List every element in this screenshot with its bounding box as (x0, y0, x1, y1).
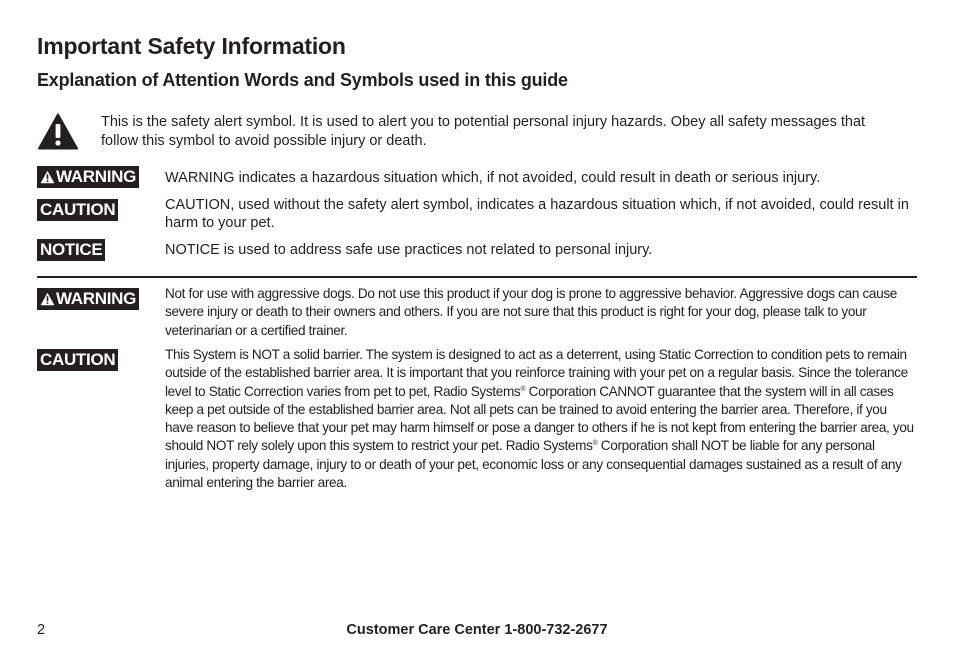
warning-label-text: WARNING (56, 167, 137, 186)
alert-triangle-icon (40, 292, 55, 306)
customer-care-footer: Customer Care Center 1-800-732-2677 (346, 622, 608, 638)
warning-definition: WARNING indicates a hazardous situation which, if not avoided, could result in death or serious injury. (165, 170, 821, 186)
caution-label (37, 349, 118, 371)
section-divider (37, 276, 917, 278)
notice-label-text: NOTICE (40, 240, 103, 259)
registered-mark: ® (592, 440, 598, 448)
safety-alert-triangle-icon (38, 113, 78, 150)
caution-message-part-2: Corporation CANNOT guarantee that the system will in all cases keep a pet outside of the established barrier area. Not all pets can be trained to avoid entering the barrier area. Therefore, if you have reason to believe that your pet may harm himself or pose a danger to others if he is not kept from entering the barrier area, you should NOT rely solely upon this system to restrict your pet. Radio Systems (165, 383, 914, 454)
caution-label-text: CAUTION (40, 350, 116, 369)
caution-definition: CAUTION, used without the safety alert symbol, indicates a hazardous situation which, if not avoided, could result in harm to your pet. (165, 197, 909, 231)
caution-label-text: CAUTION (40, 200, 116, 219)
caution-message-part-3: Corporation shall NOT be liable for any personal injuries, property damage, injury to or death of your pet, economic loss or any consequential damages sustained as a result of any animal entering the barrier area. (165, 438, 902, 491)
notice-label (37, 239, 105, 261)
alert-triangle-icon (40, 170, 55, 184)
registered-mark: ® (520, 385, 526, 393)
caution-message-part-1: This System is NOT a solid barrier. The system is designed to act as a deterrent, using Static Correction to condition pets to remain outside of the established barrier area. It is important that you reinforce training with your pet on a regular basis. Since the tolerance level to Static Correction varies from pet to pet, Radio Systems (165, 347, 908, 399)
page-number: 2 (37, 622, 46, 638)
caution-message (165, 346, 915, 492)
warning-message: Not for use with aggressive dogs. Do not use this product if your dog is prone to aggressive behavior. Aggressive dogs can cause severe injury or death to their owners and others. If you are not sure that this product is right for your dog, please talk to your veterinarian or a certified trainer. (165, 286, 897, 338)
page-subtitle: Explanation of Attention Words and Symbols used in this guide (37, 70, 568, 90)
warning-label (37, 288, 139, 310)
caution-label (37, 199, 118, 221)
alert-symbol-text: This is the safety alert symbol. It is used to alert you to potential personal injury hazards. Obey all safety messages that follow this symbol to avoid possible injury or death. (101, 114, 866, 149)
notice-definition: NOTICE is used to address safe use practices not related to personal injury. (165, 242, 653, 258)
warning-label (37, 166, 139, 188)
page-title: Important Safety Information (37, 33, 346, 59)
warning-label-text: WARNING (56, 289, 137, 308)
